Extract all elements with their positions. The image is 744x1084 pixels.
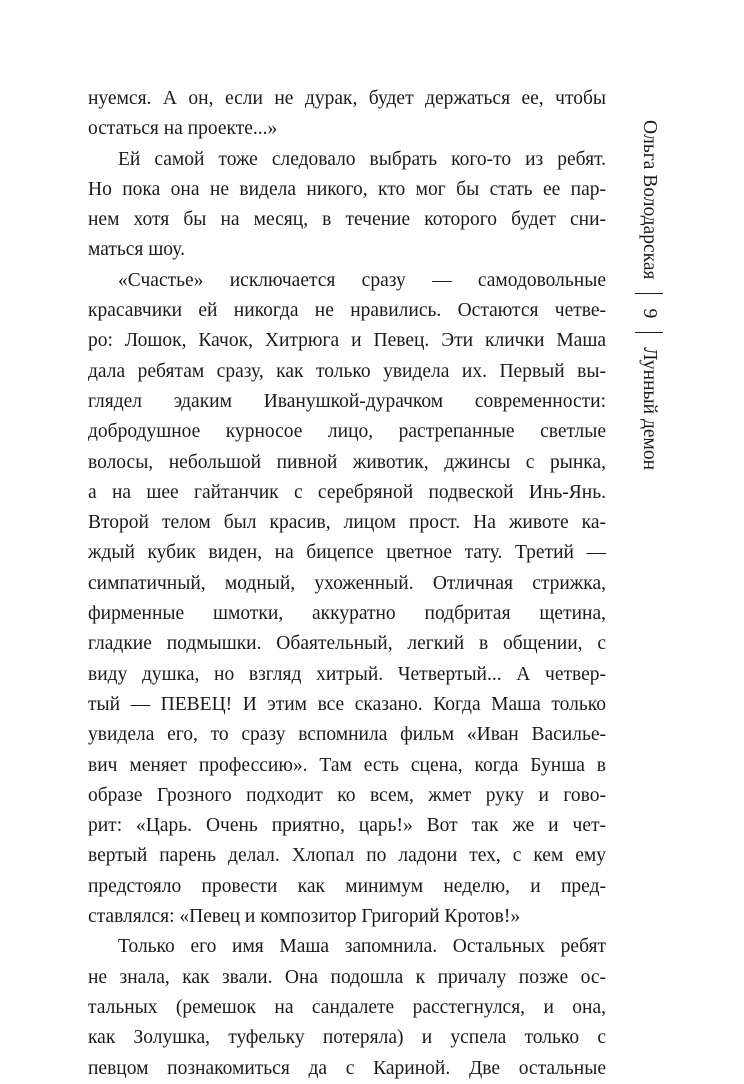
text-line: ро: Лошок, Качок, Хитрюга и Певец. Эти клички Маша: [88, 330, 606, 352]
text-line: «Счастье» исключается сразу — самодовольные: [118, 269, 606, 291]
text-line: увидела его, то сразу вспомнила фильм «Иван Василье-: [88, 724, 606, 746]
running-head-rotated: [632, 120, 666, 540]
text-line: симпатичный, модный, ухоженный. Отличная стрижка,: [88, 572, 606, 594]
text-line: предстояло провести как минимум неделю, и пред-: [88, 875, 606, 897]
paragraph: [88, 932, 606, 1083]
text-line: вич меняет профессию». Там есть сцена, когда Бунша в: [88, 754, 606, 776]
running-head-separator: [635, 332, 663, 333]
text-line: рит: «Царь. Очень приятно, царь!» Вот так же и чет-: [88, 815, 606, 837]
text-line: фирменные шмотки, аккуратно подбритая щетина,: [88, 603, 606, 625]
text-line: не знала, как звали. Она подошла к причалу позже ос-: [88, 966, 606, 988]
running-head-book-title: Лунный демон: [639, 347, 660, 471]
text-line: образе Грозного подходит ко всем, жмет руку и гово-: [88, 784, 606, 806]
text-line: Ей самой тоже следовало выбрать кого-то из ребят.: [118, 148, 606, 170]
text-line: как Золушка, туфельку потеряла) и успела только с: [88, 1027, 606, 1049]
running-head-separator: [635, 293, 663, 294]
text-line: тый — ПЕВЕЦ! И этим все сказано. Когда Маша только: [88, 693, 606, 715]
paragraph: [88, 84, 606, 145]
text-line: глядел эдаким Иванушкой-дурачком современности:: [88, 390, 606, 412]
text-line: ждый кубик виден, на бицепсе цветное тату. Третий —: [88, 542, 606, 564]
text-line: певцом познакомиться да с Кариной. Две остальные: [88, 1057, 606, 1079]
text-line: маться шоу.: [88, 239, 185, 261]
text-line: нуемся. А он, если не дурак, будет держаться ее, чтобы: [88, 88, 606, 109]
text-line: Но пока она не видела никого, кто мог бы стать ее пар-: [88, 178, 606, 200]
text-line: Только его имя Маша запомнила. Остальных ребят: [118, 936, 606, 958]
text-line: а на шее гайтанчик с серебряной подвеской Инь-Янь.: [88, 481, 606, 503]
paragraph: [88, 266, 606, 933]
text-line: ставлялся: «Певец и композитор Григорий Кротов!»: [88, 906, 521, 928]
running-head-author: Ольга Володарская: [639, 120, 660, 280]
running-head: [632, 120, 666, 540]
text-line: Второй телом был красив, лицом прост. На животе ка-: [88, 512, 606, 534]
text-line: красавчики ей никогда не нравились. Остаются четве-: [88, 300, 606, 322]
text-line: добродушное курносое лицо, растрепанные светлые: [88, 421, 606, 443]
text-line: остаться на проекте...»: [88, 118, 278, 140]
text-line: гладкие подмышки. Обаятельный, легкий в общении, с: [88, 633, 606, 655]
text-line: тальных (ремешок на сандалете расстегнулся, и она,: [88, 996, 606, 1018]
text-line: вертый парень делал. Хлопал по ладони тех, с кем ему: [88, 845, 606, 867]
page-number: 9: [639, 308, 660, 319]
body-text: [88, 84, 606, 1084]
text-line: дала ребятам сразу, как только увидела их. Первый вы-: [88, 360, 606, 382]
text-line: виду душка, но взгляд хитрый. Четвертый... А четвер-: [88, 663, 606, 685]
paragraph: [88, 145, 606, 266]
text-line: нем хотя бы на месяц, в течение которого будет сни-: [88, 209, 606, 231]
text-line: волосы, небольшой пивной животик, джинсы с рынка,: [88, 451, 606, 473]
